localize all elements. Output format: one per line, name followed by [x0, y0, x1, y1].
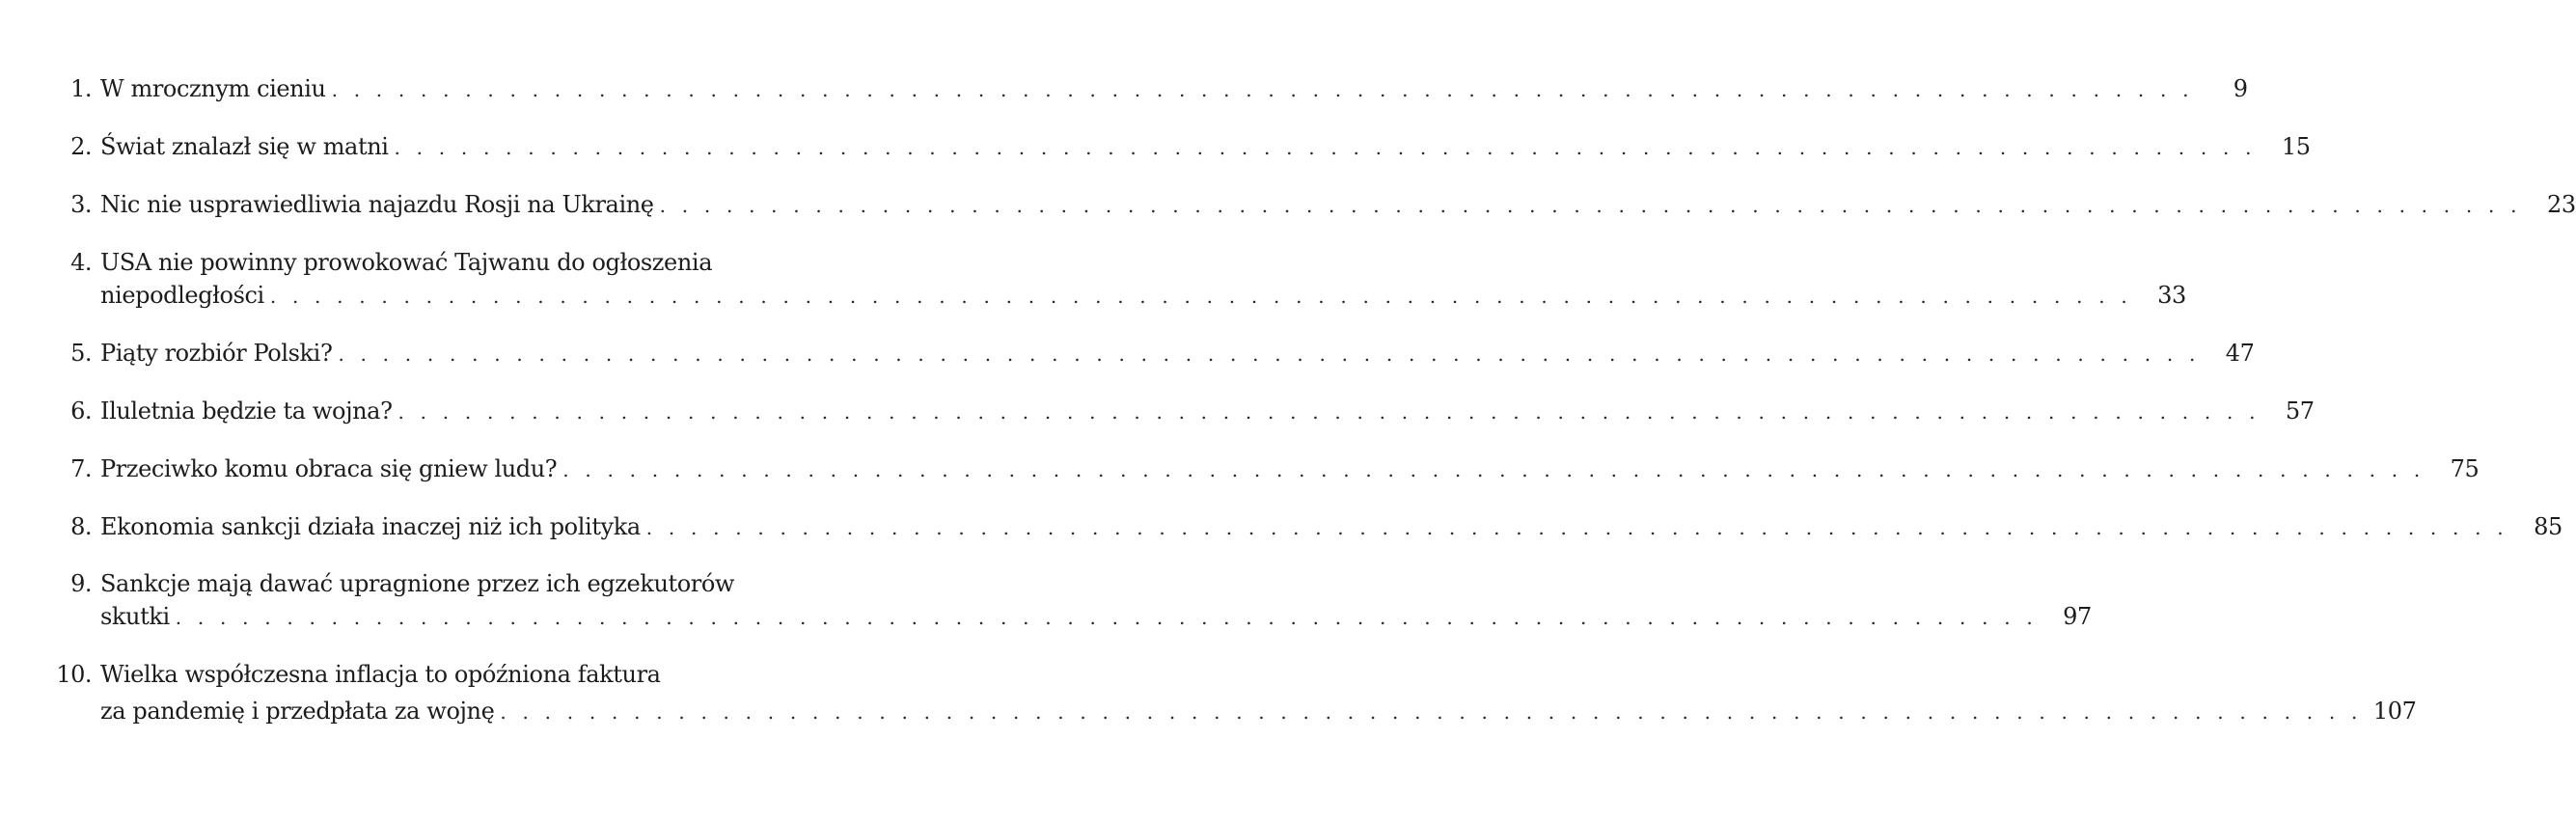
toc-entry-number: 3.	[70, 191, 92, 218]
toc-entry-title: Wielka współczesna inflacja to opóźniona faktura	[100, 661, 661, 688]
toc-entry-title: Przeciwko komu obraca się gniew ludu?	[100, 455, 558, 482]
leader-dots: . . . . . . . . . . . . . . . . . . . . . . . . . . . . . . . . . . . . . . . . . . . . . . . . . . . . . . . . . . . . . . . . . . . . . . . . . . . . . . . . . . . .	[659, 194, 2522, 217]
toc-entry-number: 6.	[70, 397, 92, 425]
leader-dots: . . . . . . . . . . . . . . . . . . . . . . . . . . . . . . . . . . . . . . . . . . . . . . . . . . . . . . . . . . . . . . . . . . . . . . . . . . . . . . . . . . . .	[269, 285, 2132, 308]
toc-entry-page: 23	[2546, 191, 2576, 218]
leader-dots: . . . . . . . . . . . . . . . . . . . . . . . . . . . . . . . . . . . . . . . . . . . . . . . . . . . . . . . . . . . . . . . . . . . . . . . . . . . . . . . . . . . .	[331, 78, 2194, 101]
toc-entry-title: Świat znalazł się w matni	[100, 133, 389, 160]
toc-entry-page: 15	[2281, 133, 2311, 160]
toc-entry-number: 1.	[70, 75, 92, 102]
leader-dots: . . . . . . . . . . . . . . . . . . . . . . . . . . . . . . . . . . . . . . . . . . . . . . . . . . . . . . . . . . . . . . . . . . . . . . . . . . . . . . . . . . . .	[338, 342, 2201, 366]
leader-dots: . . . . . . . . . . . . . . . . . . . . . . . . . . . . . . . . . . . . . . . . . . . . . . . . . . . . . . . . . . . . . . . . . . . . . . . . . . . . . . . . . . . .	[175, 606, 2038, 629]
leader-dots: . . . . . . . . . . . . . . . . . . . . . . . . . . . . . . . . . . . . . . . . . . . . . . . . . . . . . . . . . . . . . . . . . . . . . . . . . . . . . . . . . . . .	[500, 700, 2363, 724]
toc-entry-title-continued: skutki	[100, 603, 170, 630]
toc-entry-number: 8.	[70, 513, 92, 540]
toc-entry-title: W mrocznym cieniu	[100, 75, 326, 102]
toc-entry-number: 2.	[70, 133, 92, 160]
toc-entry-number: 4.	[70, 249, 92, 276]
toc-entry-title-continued: niepodległości	[100, 282, 264, 309]
toc-entry-number: 9.	[70, 570, 92, 597]
toc-entry-page: 9	[2233, 75, 2248, 102]
toc-entry-title: Ekonomia sankcji działa inaczej niż ich polityka	[100, 513, 641, 540]
toc-entry-title: Iluletnia będzie ta wojna?	[100, 397, 393, 425]
leader-dots: . . . . . . . . . . . . . . . . . . . . . . . . . . . . . . . . . . . . . . . . . . . . . . . . . . . . . . . . . . . . . . . . . . . . . . . . . . . . . . . . . . . .	[562, 458, 2425, 481]
leader-dots: . . . . . . . . . . . . . . . . . . . . . . . . . . . . . . . . . . . . . . . . . . . . . . . . . . . . . . . . . . . . . . . . . . . . . . . . . . . . . . . . . . . .	[397, 400, 2261, 424]
toc-entry-number: 10.	[56, 661, 92, 688]
toc-entry-title: Nic nie usprawiedliwia najazdu Rosji na Ukrainę	[100, 191, 654, 218]
toc-entry-title-continued: za pandemię i przedpłata za wojnę	[100, 698, 495, 725]
toc-entry-title: USA nie powinny prowokować Tajwanu do ogłoszenia	[100, 249, 713, 276]
toc-entry-title: Piąty rozbiór Polski?	[100, 340, 333, 367]
leader-dots: . . . . . . . . . . . . . . . . . . . . . . . . . . . . . . . . . . . . . . . . . . . . . . . . . . . . . . . . . . . . . . . . . . . . . . . . . . . . . . . . . . . .	[645, 516, 2508, 539]
toc-entry-page: 107	[2372, 698, 2417, 725]
toc-entry-title: Sankcje mają dawać upragnione przez ich egzekutorów	[100, 570, 735, 597]
toc-entry-page: 47	[2225, 340, 2255, 367]
toc-entry-page: 33	[2157, 282, 2186, 309]
toc-entry-number: 5.	[70, 340, 92, 367]
toc-entry-page: 57	[2285, 397, 2315, 425]
leader-dots: . . . . . . . . . . . . . . . . . . . . . . . . . . . . . . . . . . . . . . . . . . . . . . . . . . . . . . . . . . . . . . . . . . . . . . . . . . . . . . . . . . . .	[394, 136, 2257, 159]
toc-entry-number: 7.	[70, 455, 92, 482]
toc-entry-page: 85	[2534, 513, 2562, 540]
toc-entry-page: 75	[2450, 455, 2480, 482]
toc-entry-page: 97	[2063, 603, 2092, 630]
